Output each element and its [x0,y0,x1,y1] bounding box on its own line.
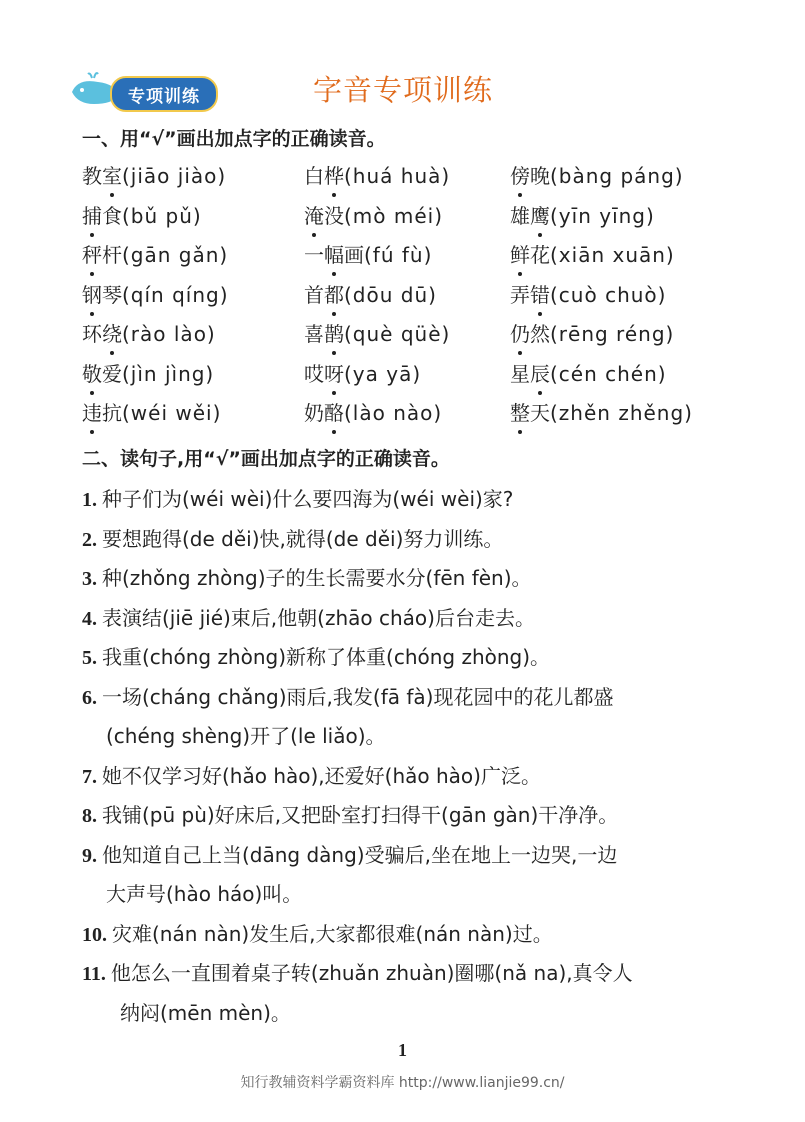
pinyin-options: (jiāo jiào) [122,164,227,188]
question-number: 6. [82,686,102,709]
question-line [82,760,541,789]
question-text: (chéng shèng)开了(le liǎo)。 [106,724,386,748]
question-number: 9. [82,844,102,867]
word-item: 傍晚(bàng páng) [510,160,684,189]
dotted-char: 鹰 [530,200,550,229]
question-line [82,918,553,947]
word-row [82,200,732,240]
dotted-char: 都 [324,279,344,308]
question-line [82,681,613,710]
question-number: 8. [82,805,102,827]
word-row [82,279,732,319]
badge-label: 专项训练 [110,76,218,112]
dotted-char: 呀 [324,358,344,387]
question-number: 7. [82,765,102,788]
word-row [82,397,732,437]
section2-heading: 二、读句子,用“√”画出加点字的正确读音。 [82,448,450,470]
question-text: 我铺(pū pù)好床后,又把卧室打扫得干(gān gàn)干净净。 [102,803,619,827]
word-item: 仍然(rēng réng) [510,318,674,347]
word-item: 敬爱(jìn jìng) [82,358,214,387]
question-text: 大声号(hào háo)叫。 [106,882,303,906]
pinyin-options: (xiān xuān) [550,243,675,267]
word-item: 整天(zhěn zhěng) [510,397,693,426]
word-item: 奶酪(lào nào) [304,397,442,426]
word-grid [82,160,732,437]
question-line [82,562,532,591]
dotted-char: 违 [82,397,102,426]
word-item: 一幅画(fú fù) [304,239,432,268]
question-number: 2. [82,528,102,551]
question-line [106,720,386,749]
question-line [82,523,503,552]
dotted-char: 室 [102,160,122,189]
dotted-char: 秤 [82,239,102,268]
pinyin-options: (ya yā) [344,361,422,386]
word-item: 秤杆(gān gǎn) [82,239,228,268]
pinyin-options: (lào nào) [344,401,443,425]
word-item: 喜鹊(què qüè) [304,318,450,347]
word-row [82,358,732,398]
word-row [82,318,732,358]
dotted-char: 桦 [324,160,344,189]
section1-heading: 一、用“√”画出加点字的正确读音。 [82,128,386,150]
dotted-char: 鲜 [510,239,530,268]
question-number: 10. [82,923,112,946]
dotted-char: 辰 [530,358,550,387]
question-text: 我重(chóng zhòng)新称了体重(chóng zhòng)。 [102,645,551,669]
question-line [82,839,617,868]
dotted-char: 钢 [82,279,102,308]
word-item: 哎呀(ya yā) [304,358,421,387]
dotted-char: 整 [510,397,530,426]
pinyin-options: (bǔ pǔ) [122,203,202,228]
dotted-char: 鹊 [324,318,344,347]
question-text: 他怎么一直围着桌子转(zhuǎn zhuàn)圈哪(nǎ na),真令人 [110,961,633,985]
pinyin-options: (yīn yīng) [550,203,655,228]
question-number: 5. [82,647,102,669]
word-item: 环绕(rào lào) [82,318,216,347]
pinyin-options: (dōu dū) [344,282,437,307]
question-number: 11. [82,963,111,985]
word-item: 白桦(huá huà) [304,160,450,189]
question-text: 一场(cháng chǎng)雨后,我发(fā fà)现花园中的花儿都盛 [102,684,614,709]
pinyin-options: (qín qíng) [122,282,229,307]
question-line [82,641,550,670]
dotted-char: 绕 [102,318,122,347]
word-item: 教室(jiāo jiào) [82,160,226,189]
pinyin-options: (jìn jìng) [122,361,215,386]
page-title: 字音专项训练 [313,73,494,107]
question-number: 1. [82,489,102,511]
question-line [82,799,618,828]
pinyin-options: (zhěn zhěng) [550,401,693,425]
dotted-char: 傍 [510,160,530,189]
page-header [68,62,748,118]
footer-text: 知行教辅资料学霸资料库 http://www.lianjie99.cn/ [240,1075,565,1091]
question-text: 他知道自己上当(dāng dàng)受骗后,坐在地上一边哭,一边 [102,842,618,867]
pinyin-options: (wéi wěi) [122,401,222,425]
dotted-char: 敬 [82,358,102,387]
word-row [82,160,732,200]
pinyin-options: (cuò chuò) [550,282,667,307]
question-number: 4. [82,607,102,630]
word-item: 捕食(bǔ pǔ) [82,200,202,229]
word-item: 首都(dōu dū) [304,279,437,308]
question-text: 种(zhǒng zhòng)子的生长需要水分(fēn fèn)。 [102,566,532,590]
question-text: 纳闷(mēn mèn)。 [120,1000,291,1025]
pinyin-options: (cén chén) [550,361,667,386]
question-text: 种子们为(wéi wèi)什么要四海为(wéi wèi)家? [102,487,514,511]
question-line [82,602,535,631]
word-item: 淹没(mò méi) [304,200,443,229]
question-text: 表演结(jiē jié)束后,他朝(zhāo cháo)后台走去。 [102,605,535,630]
word-item: 弄错(cuò chuò) [510,279,666,308]
pinyin-options: (gān gǎn) [122,243,229,267]
pinyin-options: (bàng páng) [550,164,684,188]
dotted-char: 幅 [324,239,344,268]
question-text: 灾难(nán nàn)发生后,大家都很难(nán nàn)过。 [112,921,553,946]
pinyin-options: (mò méi) [344,203,444,228]
word-item: 违抗(wéi wěi) [82,397,221,426]
dotted-char: 捕 [82,200,102,229]
word-item: 星辰(cén chén) [510,358,667,387]
word-row [82,239,732,279]
pinyin-options: (què qüè) [344,322,451,346]
dotted-char: 淹 [304,200,324,229]
word-item: 雄鹰(yīn yīng) [510,200,655,229]
word-item: 鲜花(xiān xuān) [510,239,675,268]
dotted-char: 酪 [324,397,344,426]
question-line [120,997,291,1026]
section-badge [68,70,218,110]
question-line [82,483,513,512]
word-item: 钢琴(qín qíng) [82,279,229,308]
question-number: 3. [82,568,102,590]
pinyin-options: (fú fù) [364,243,433,267]
dotted-char: 错 [530,279,550,308]
question-line [82,957,633,986]
pinyin-options: (rào lào) [122,322,216,346]
question-text: 她不仅学习好(hǎo hào),还爱好(hǎo hào)广泛。 [102,763,541,788]
question-line [106,878,302,907]
pinyin-options: (huá huà) [344,164,451,188]
pinyin-options: (rēng réng) [550,322,675,346]
question-text: 要想跑得(de děi)快,就得(de děi)努力训练。 [102,526,504,551]
page-number: 1 [398,1040,407,1060]
dotted-char: 仍 [510,318,530,347]
